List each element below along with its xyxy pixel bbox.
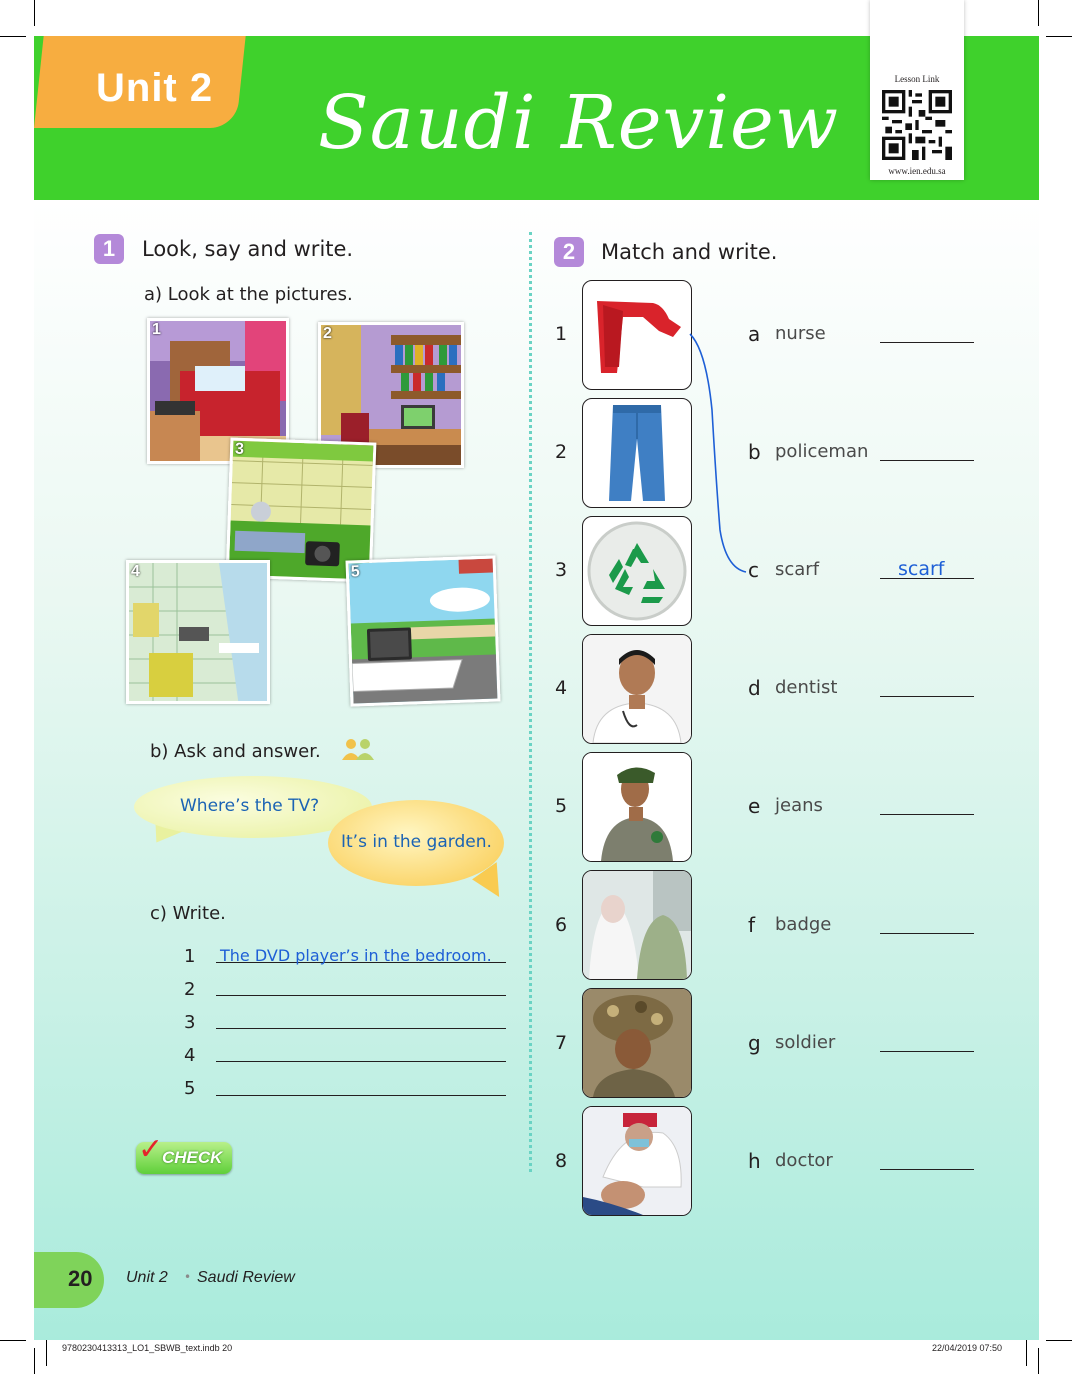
match-picture-scarf[interactable] [582,280,692,390]
footer-separator: • [184,1270,192,1284]
write-line-number: 5 [184,1078,196,1099]
write-line-number: 2 [184,979,196,1000]
match-picture-badge[interactable] [582,516,692,626]
part-c-label: c) Write. [150,903,226,924]
exercise-2-heading: Match and write. [601,240,778,264]
garden-illustration [349,558,501,706]
print-slug-date: 22/04/2019 07:50 [932,1343,1003,1353]
write-line-answer: The DVD player’s in the bedroom. [220,946,492,965]
picture-number: 4 [131,563,140,580]
part-a-label: a) Look at the pictures. [144,284,353,305]
print-slug-file: 9780230413313_LO1_SBWB_text.indb 20 [62,1343,233,1353]
question-text: Where’s the TV? [180,796,320,816]
write-line[interactable] [216,1028,506,1029]
match-picture-soldier[interactable] [582,988,692,1098]
match-answer-line[interactable] [880,1051,974,1052]
match-picture-dentist[interactable] [582,1106,692,1216]
match-picture-number: 4 [555,677,568,699]
match-picture-number: 5 [555,795,568,817]
match-answer-line[interactable] [880,814,974,815]
match-word: dentist [775,677,838,698]
policeman-icon [583,753,691,861]
two-people-icon [340,738,376,760]
qr-caption-top: Lesson Link [894,74,940,84]
match-word: jeans [775,795,823,816]
nurse-icon [583,871,691,979]
crop-mark [1046,1340,1072,1341]
crop-mark [1038,1348,1039,1374]
match-picture-number: 1 [555,323,568,345]
match-answer-line[interactable] [880,933,974,934]
match-word: policeman [775,441,869,462]
check-button[interactable] [136,1132,232,1174]
match-letter: a [748,322,761,346]
match-letter: d [748,676,761,700]
picture-bathroom [126,560,270,704]
soldier-icon [583,989,691,1097]
footer-section: Saudi Review [197,1269,295,1286]
crop-mark [0,36,26,37]
match-letter: c [748,558,759,582]
match-answer-line[interactable] [880,1169,974,1170]
jeans-icon [583,399,691,507]
exercise-1-heading: Look, say and write. [142,237,354,261]
picture-number: 3 [234,440,245,458]
match-answer-line[interactable] [880,460,974,461]
write-line[interactable] [216,995,506,996]
qr-code-icon[interactable] [882,90,952,160]
crop-mark [0,1340,26,1341]
match-letter: g [748,1031,761,1055]
match-word: soldier [775,1032,836,1053]
match-answer-line[interactable] [880,342,974,343]
check-button-label: CHECK [162,1148,223,1167]
exercise-1-badge: 1 [94,234,124,264]
match-picture-number: 3 [555,559,568,581]
crop-mark [1038,0,1039,26]
qr-panel[interactable] [870,0,964,180]
picture-number: 1 [152,321,161,338]
exercise-2-badge: 2 [554,237,584,267]
picture-garden [345,555,500,706]
picture-number: 5 [350,563,361,581]
match-picture-number: 6 [555,914,568,936]
match-picture-number: 2 [555,441,568,463]
doctor-icon [583,635,691,743]
answer-text: It’s in the garden. [341,832,492,852]
page-title: Saudi Review [318,80,840,166]
match-word: nurse [775,323,826,344]
match-picture-policeman[interactable] [582,752,692,862]
qr-caption-bottom: www.ien.edu.sa [888,166,946,176]
recycle-badge-icon [583,517,691,625]
match-word: doctor [775,1150,833,1171]
match-picture-nurse[interactable] [582,870,692,980]
crop-mark [1046,36,1072,37]
match-picture-number: 7 [555,1032,568,1054]
bathroom-illustration [129,563,270,704]
match-picture-doctor[interactable] [582,634,692,744]
write-line[interactable] [216,1061,506,1062]
column-divider [529,232,532,1172]
picture-number: 2 [323,325,332,342]
match-letter: f [748,913,756,937]
match-letter: e [748,794,761,818]
match-picture-jeans[interactable] [582,398,692,508]
match-picture-number: 8 [555,1150,568,1172]
dentist-icon [583,1107,691,1215]
page-number: 20 [68,1266,93,1291]
red-scarf-icon [583,281,691,389]
unit-label: Unit 2 [96,66,214,110]
match-letter: h [748,1149,761,1173]
matching-line [686,330,752,580]
write-line-number: 3 [184,1012,196,1033]
write-line-number: 4 [184,1045,196,1066]
part-b-label: b) Ask and answer. [150,741,321,762]
match-word: badge [775,914,832,935]
crop-mark [34,0,35,26]
match-word: scarf [775,559,820,580]
match-answer-line[interactable] [880,696,974,697]
match-letter: b [748,440,761,464]
footer-unit: Unit 2 [126,1269,168,1286]
write-line-number: 1 [184,946,196,967]
match-answer-text: scarf [898,558,945,580]
write-line[interactable] [216,1095,506,1096]
crop-mark [34,1348,35,1374]
checkmark-icon: ✓ [138,1132,164,1167]
